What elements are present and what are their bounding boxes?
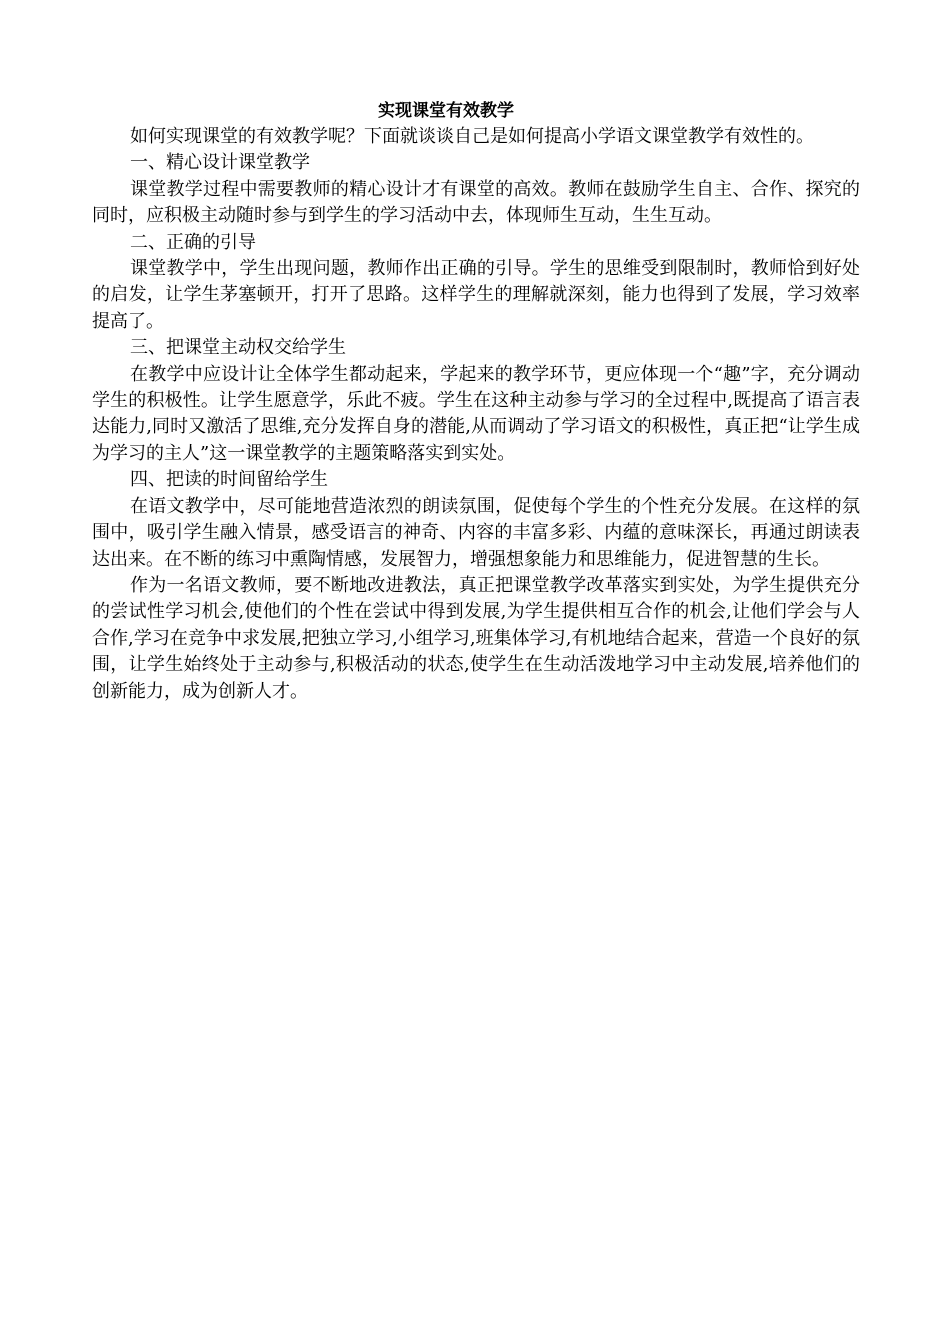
section-4-heading: 四、把读的时间留给学生 — [130, 469, 328, 491]
document-page — [92, 98, 860, 705]
section-2-heading: 二、正确的引导 — [130, 231, 256, 253]
section-3-heading: 三、把课堂主动权交给学生 — [130, 337, 346, 359]
intro-paragraph: 如何实现课堂的有效教学呢？下面就谈谈自己是如何提高小学语文课堂教学有效性的。 — [130, 126, 814, 147]
section-2-body: 课堂教学中，学生出现问题，教师作出正确的引导。学生的思维受到限制时，教师恰到好处的启发，让学生茅塞顿开，打开了思路。这样学生的理解就深刻，能力也得到了发展，学习效率提高了。 — [92, 258, 860, 332]
document-title: 实现课堂有效教学 — [378, 101, 514, 121]
section-1-heading: 一、精心设计课堂教学 — [130, 152, 310, 174]
section-1-body: 课堂教学过程中需要教师的精心设计才有课堂的高效。教师在鼓励学生自主、合作、探究的同时，应积极主动随时参与到学生的学习活动中去，体现师生互动，生生互动。 — [92, 178, 860, 227]
conclusion-paragraph: 作为一名语文教师，要不断地改进教法，真正把课堂教学改革落实到实处，为学生提供充分的尝试性学习机会,使他们的个性在尝试中得到发展,为学生提供相互合作的机会,让他们学会与人合作,学习在竞争中求发展,把独立学习,小组学习,班集体学习,有机地结合起来，营造一个良好的氛围，让学生始终处于主动参与,积极活动的状态,使学生在生动活泼地学习中主动发展,培养他们的创新能力，成为创新人才。 — [92, 574, 860, 702]
section-3-body: 在教学中应设计让全体学生都动起来，学起来的教学环节，更应体现一个“趣”字，充分调动学生的积极性。让学生愿意学，乐此不疲。学生在这种主动参与学习的全过程中,既提高了语言表达能力,同时又激活了思维,充分发挥自身的潜能,从而调动了学习语文的积极性，真正把“让学生成为学习的主人”这一课堂教学的主题策略落实到实处。 — [92, 363, 860, 464]
section-4-body: 在语文教学中，尽可能地营造浓烈的朗读氛围，促使每个学生的个性充分发展。在这样的氛围中，吸引学生融入情景，感受语言的神奇、内容的丰富多彩、内蕴的意味深长，再通过朗读表达出来。在不断的练习中熏陶情感，发展智力，增强想象能力和思维能力，促进智慧的生长。 — [92, 495, 860, 570]
